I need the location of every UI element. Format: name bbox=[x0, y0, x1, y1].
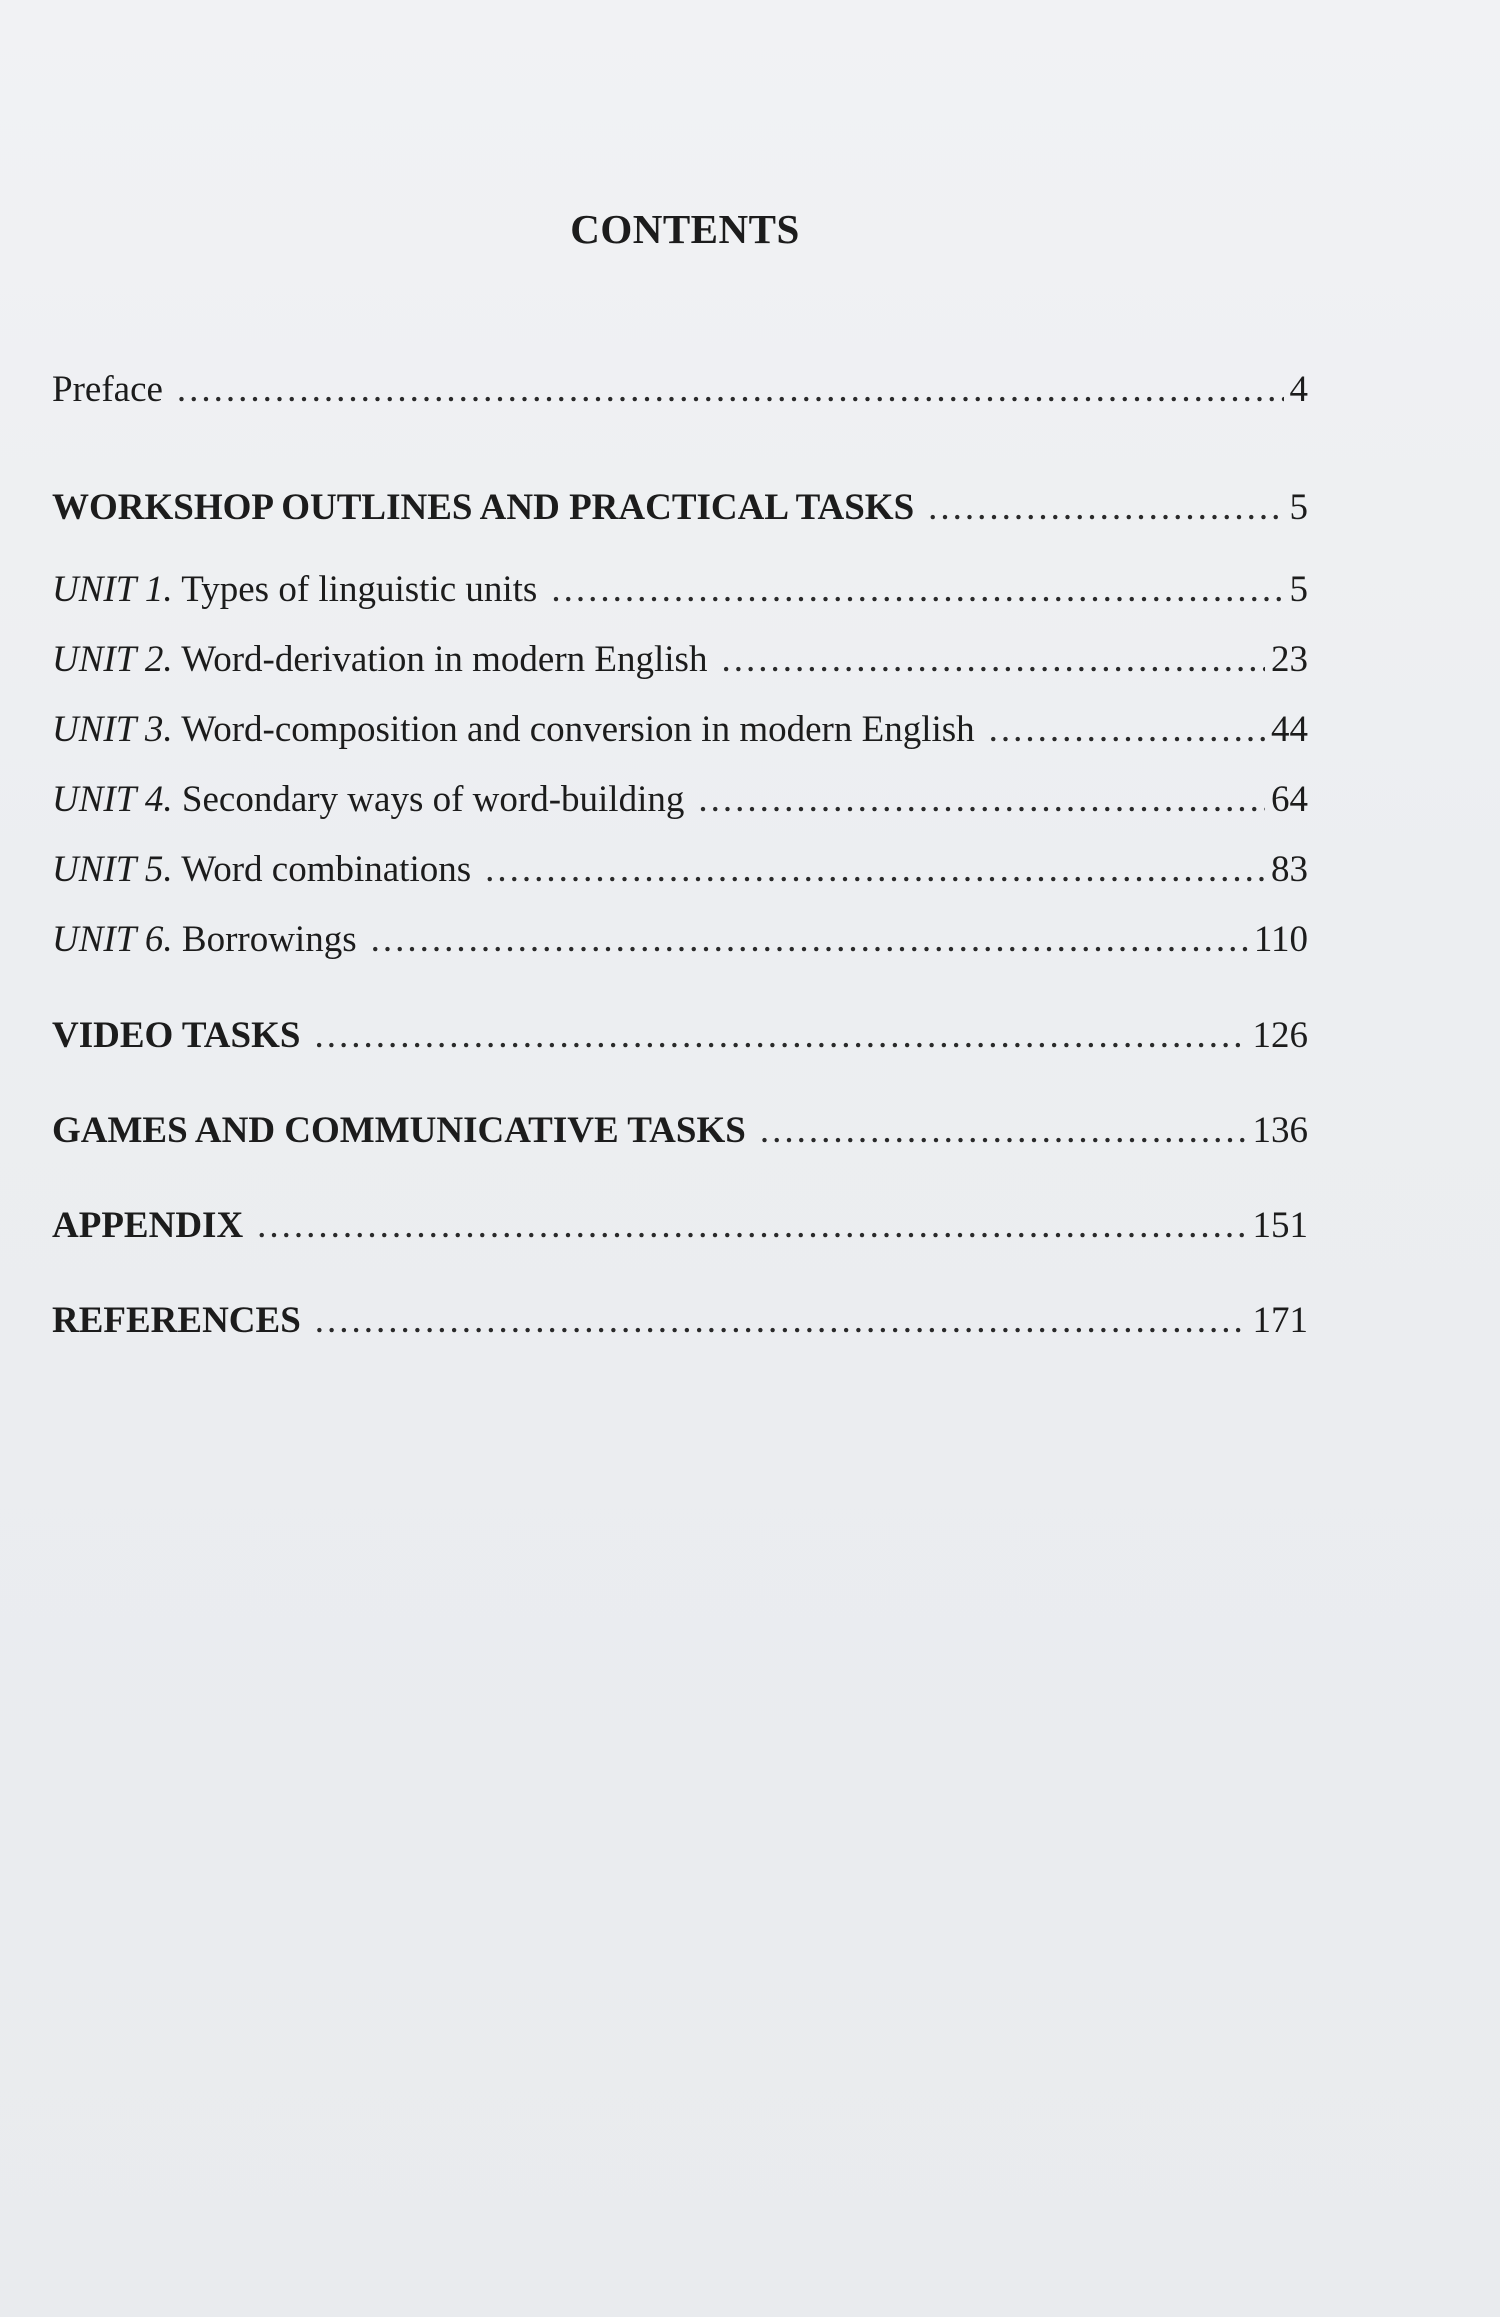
leader-dots bbox=[314, 1012, 1246, 1060]
leader-dots bbox=[698, 776, 1265, 824]
leader-dots bbox=[551, 566, 1283, 614]
toc-entry-page: 44 bbox=[1271, 709, 1308, 750]
unit-number: UNIT 5. bbox=[52, 849, 173, 890]
toc-entry-title: VIDEO TASKS bbox=[52, 1015, 301, 1056]
toc-entry-page: 110 bbox=[1253, 919, 1308, 960]
leader-dots bbox=[760, 1107, 1247, 1155]
toc-entry-games bbox=[52, 1107, 1308, 1155]
toc-entry-page: 23 bbox=[1271, 639, 1308, 680]
leader-dots bbox=[928, 484, 1283, 532]
unit-number: UNIT 4. bbox=[52, 779, 173, 820]
page-title: CONTENTS bbox=[570, 206, 800, 252]
leader-dots bbox=[371, 916, 1248, 964]
unit-title: Word-composition and conversion in modern English bbox=[181, 709, 975, 750]
toc-entry-title bbox=[52, 636, 707, 684]
toc-entry-title: WORKSHOP OUTLINES AND PRACTICAL TASKS bbox=[52, 487, 915, 528]
leader-dots bbox=[989, 706, 1265, 754]
toc-entry-workshop bbox=[52, 484, 1308, 532]
toc-entry-title bbox=[52, 706, 975, 754]
toc-entry-page: 136 bbox=[1252, 1110, 1308, 1151]
toc-entry-page: 5 bbox=[1289, 569, 1308, 610]
toc-entry-page: 126 bbox=[1252, 1015, 1308, 1056]
toc-entry-title: REFERENCES bbox=[52, 1300, 301, 1341]
leader-dots bbox=[485, 846, 1265, 894]
toc-entry-page: 151 bbox=[1252, 1205, 1308, 1246]
toc-entry-page: 4 bbox=[1289, 369, 1308, 410]
unit-number: UNIT 1. bbox=[52, 569, 173, 610]
leader-dots bbox=[721, 636, 1265, 684]
unit-title: Word-derivation in modern English bbox=[181, 639, 708, 680]
toc-entry-page: 83 bbox=[1271, 849, 1308, 890]
toc-entry-page: 5 bbox=[1289, 487, 1308, 528]
toc-entry-unit-4 bbox=[52, 776, 1308, 824]
toc-entry-title bbox=[52, 916, 357, 964]
toc-entry-video-tasks bbox=[52, 1012, 1308, 1060]
toc-entry-unit-5 bbox=[52, 846, 1308, 894]
toc-entry-title: GAMES AND COMMUNICATIVE TASKS bbox=[52, 1110, 746, 1151]
unit-number: UNIT 6. bbox=[52, 919, 173, 960]
toc-entry-preface bbox=[52, 366, 1308, 414]
unit-number: UNIT 3. bbox=[52, 709, 173, 750]
unit-title: Borrowings bbox=[181, 919, 357, 960]
toc-entry-title bbox=[52, 776, 684, 824]
unit-title: Secondary ways of word-building bbox=[181, 779, 685, 820]
toc-entry-title bbox=[52, 566, 537, 614]
leader-dots bbox=[257, 1202, 1246, 1250]
toc-entry-title bbox=[52, 846, 471, 894]
unit-number: UNIT 2. bbox=[52, 639, 173, 680]
toc-entry-title: Preface bbox=[52, 369, 163, 410]
unit-title: Types of linguistic units bbox=[181, 569, 538, 610]
toc-entry-page: 171 bbox=[1252, 1300, 1308, 1341]
toc-entry-unit-6 bbox=[52, 916, 1308, 964]
unit-title: Word combinations bbox=[181, 849, 472, 890]
toc-entry-unit-1 bbox=[52, 566, 1308, 614]
leader-dots bbox=[177, 366, 1284, 414]
leader-dots bbox=[315, 1297, 1247, 1345]
toc-entry-unit-3 bbox=[52, 706, 1308, 754]
toc-entry-title: APPENDIX bbox=[52, 1205, 244, 1246]
toc-entry-appendix bbox=[52, 1202, 1308, 1250]
toc-entry-references bbox=[52, 1297, 1308, 1345]
toc-entry-page: 64 bbox=[1271, 779, 1308, 820]
toc-entry-unit-2 bbox=[52, 636, 1308, 684]
